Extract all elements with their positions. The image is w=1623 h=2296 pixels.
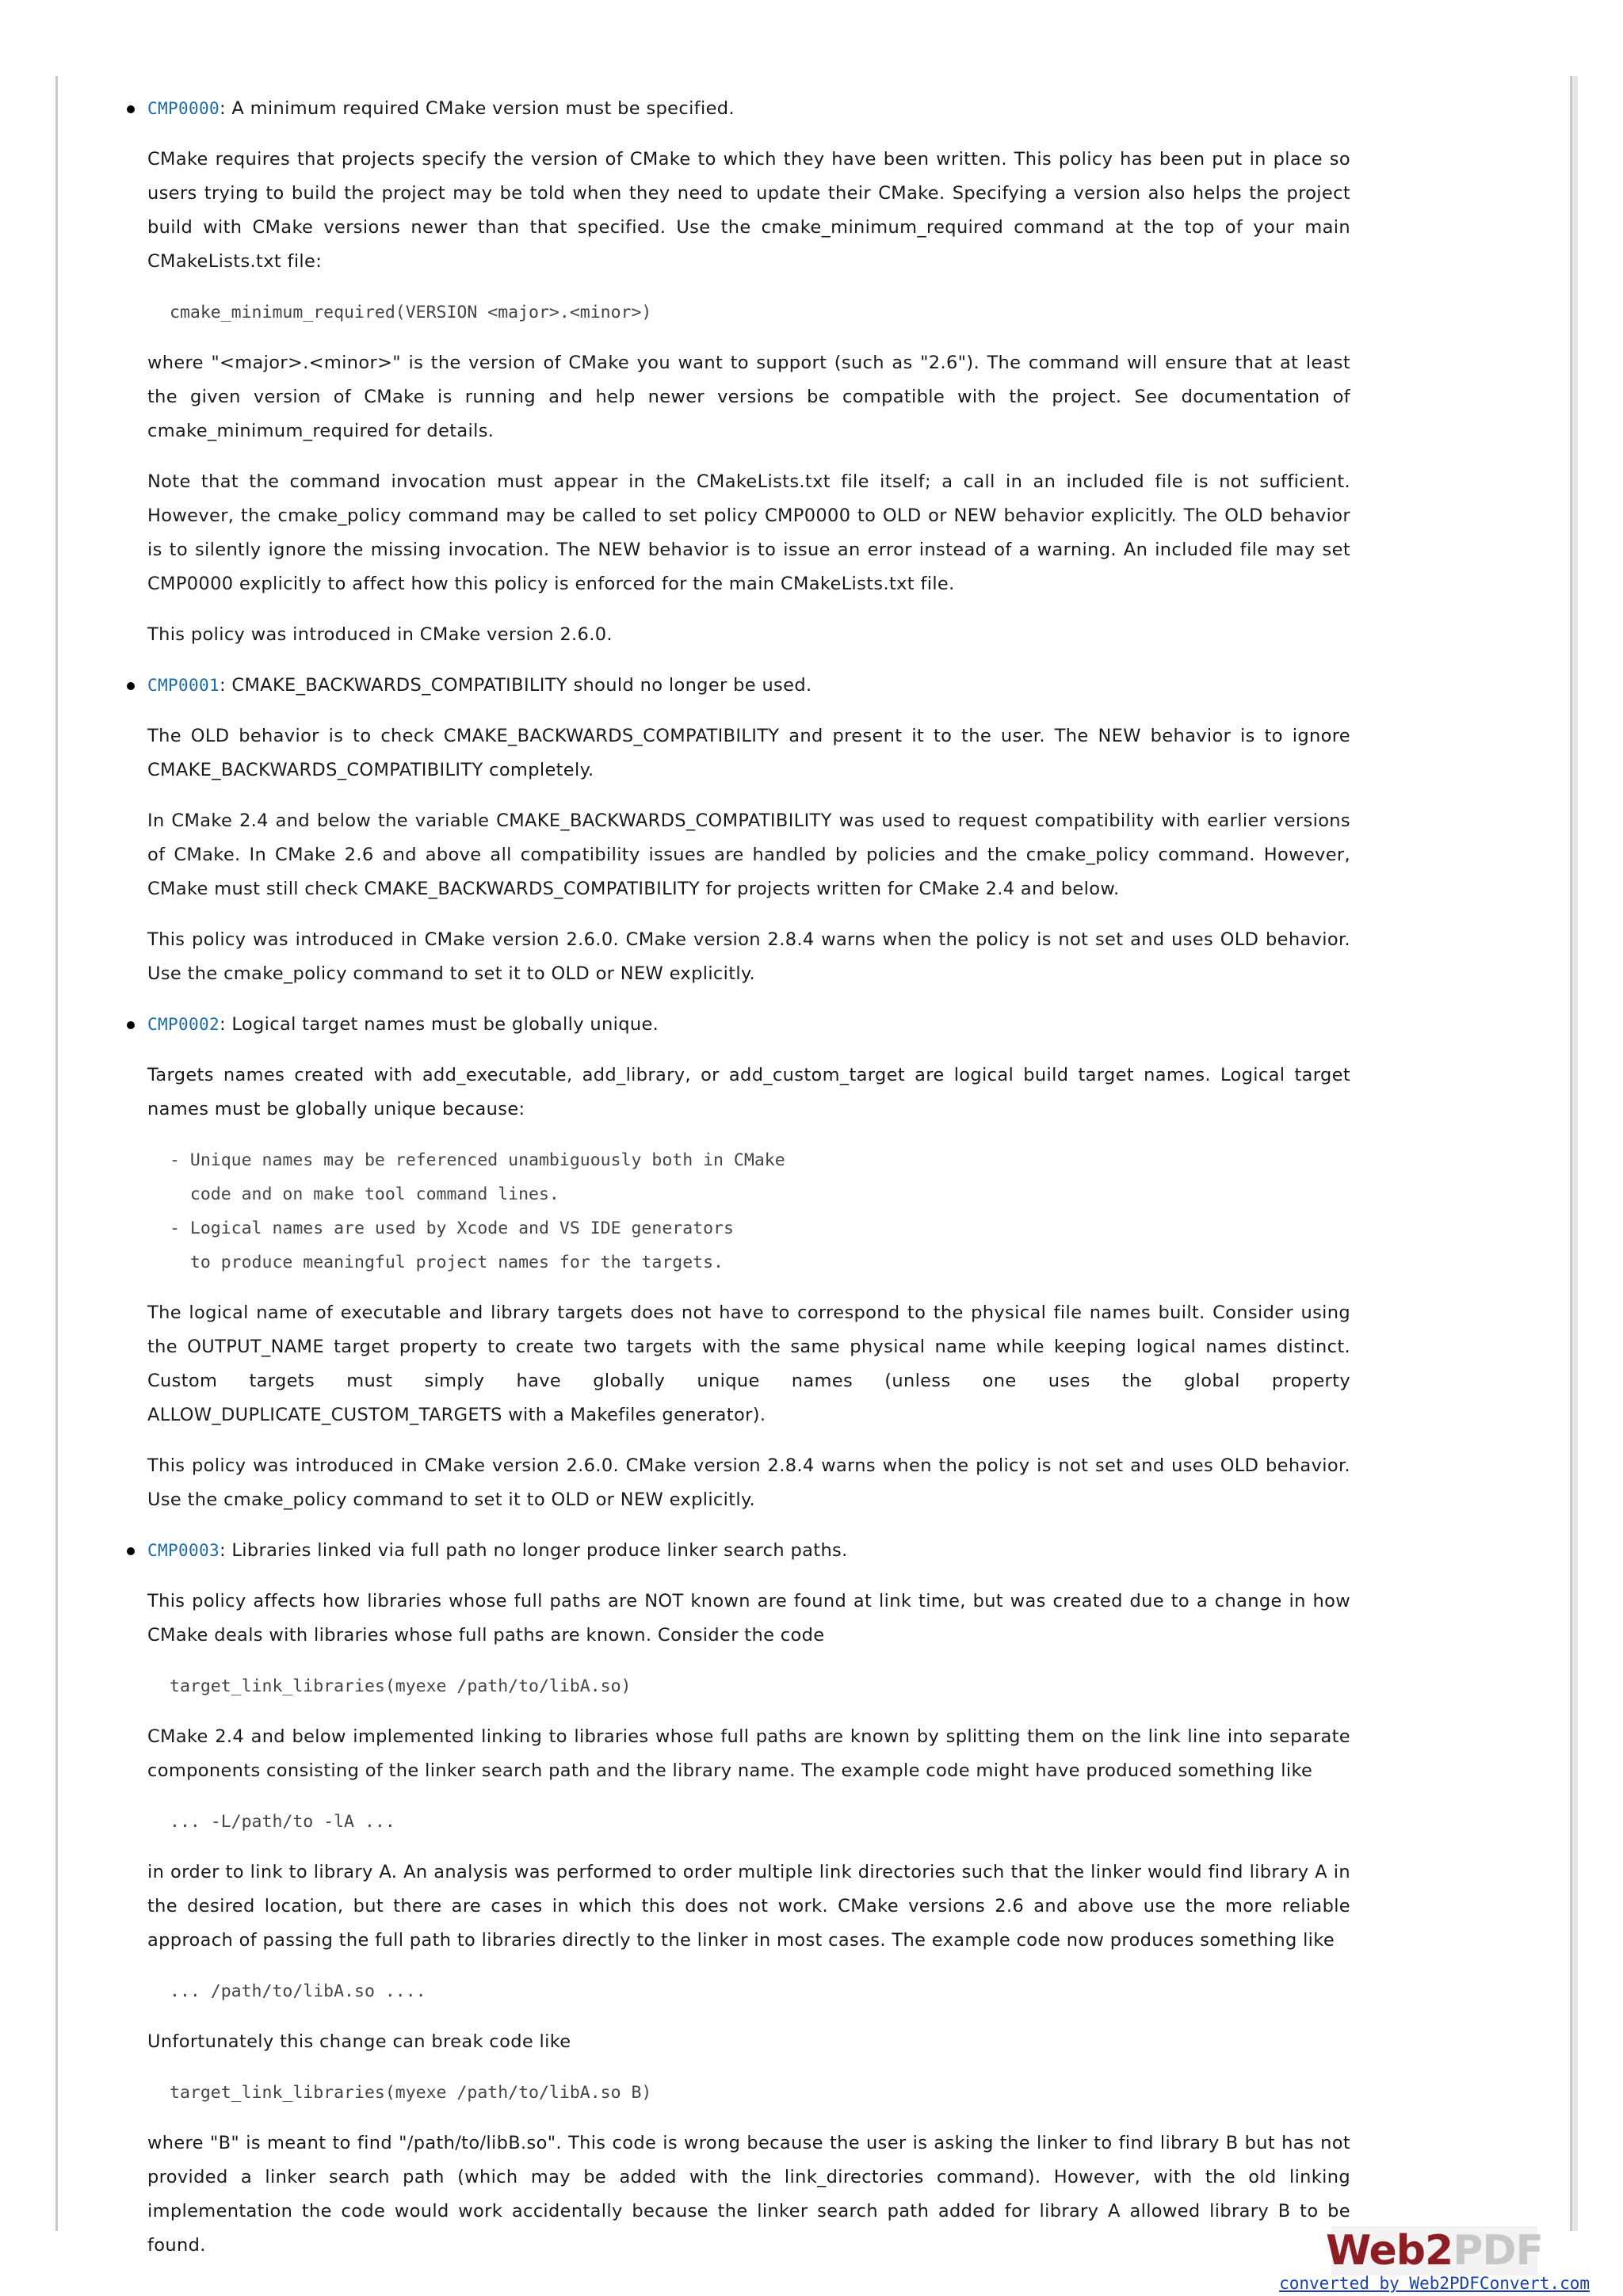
paragraph: This policy was introduced in CMake version 2.6.0. CMake version 2.8.4 warns when the policy is not set and uses OLD behavior. Use the cmake_policy command to set it to OLD or NEW explicitly. xyxy=(147,929,1350,984)
code-block: ... -L/path/to -lA ... xyxy=(170,1812,395,1832)
policy-summary: : Libraries linked via full path no longer produce linker search paths. xyxy=(219,1540,848,1561)
policy-summary: : CMAKE_BACKWARDS_COMPATIBILITY should no longer be used. xyxy=(219,675,812,696)
bullet-icon xyxy=(127,682,135,690)
policy-heading xyxy=(147,1008,1350,1042)
paragraph: This policy was introduced in CMake version 2.6.0. CMake version 2.8.4 warns when the policy is not set and uses OLD behavior. Use the cmake_policy command to set it to OLD or NEW explicitly. xyxy=(147,1455,1350,1510)
code-block: cmake_minimum_required(VERSION <major>.<minor>) xyxy=(170,303,652,322)
code-block: target_link_libraries(myexe /path/to/libA.so B) xyxy=(170,2083,652,2103)
paragraph: CMake requires that projects specify the version of CMake to which they have been written. This policy has been put in place so users trying to build the project may be told when they need to update their CMake. Specifying a version also helps the project build with CMake versions newer than that specified. Use the cmake_minimum_required command at the top of your main CMakeLists.txt file: xyxy=(147,149,1350,272)
document-content xyxy=(119,92,1350,2279)
code-block: ... /path/to/libA.so .... xyxy=(170,1981,426,2001)
bullet-icon xyxy=(127,105,135,113)
policy-id-link[interactable]: CMP0003 xyxy=(147,1541,220,1560)
policy-id-link[interactable]: CMP0000 xyxy=(147,99,220,118)
paragraph: This policy affects how libraries whose full paths are NOT known are found at link time, but was created due to a change in how CMake deals with libraries whose full paths are known. Consider the code xyxy=(147,1591,1350,1646)
paragraph: The OLD behavior is to check CMAKE_BACKWARDS_COMPATIBILITY and present it to the user. The NEW behavior is to ignore CMAKE_BACKWARDS_COMPATIBILITY completely. xyxy=(147,726,1350,780)
bullet-icon xyxy=(127,1021,135,1029)
paragraph: Targets names created with add_executable, add_library, or add_custom_target are logical build target names. Logical target names must be globally unique because: xyxy=(147,1065,1350,1119)
converter-link[interactable]: converted by Web2PDFConvert.com xyxy=(1279,2274,1590,2293)
policy-heading xyxy=(147,92,1350,126)
policy-summary: : A minimum required CMake version must be specified. xyxy=(219,98,735,119)
policy-heading xyxy=(147,1534,1350,1568)
logo-text-web2: Web2 xyxy=(1326,2227,1453,2275)
policy-id-link[interactable]: CMP0002 xyxy=(147,1015,220,1034)
policy-id-link[interactable]: CMP0001 xyxy=(147,676,220,695)
policy-summary: : Logical target names must be globally unique. xyxy=(219,1014,659,1035)
paragraph: where "<major>.<minor>" is the version of CMake you want to support (such as "2.6"). The command will ensure that at least the given version of CMake is running and help newer versions be compatible with the project. See documentation of cmake_minimum_required for details. xyxy=(147,353,1350,441)
paragraph: where "B" is meant to find "/path/to/libB.so". This code is wrong because the user is asking the linker to find library B but has not provided a linker search path (which may be added with the link_directories command). However, with the old linking implementation the code would work accidentally because the linker search path added for library A allowed library B to be found. xyxy=(147,2133,1350,2256)
paragraph: This policy was introduced in CMake version 2.6.0. xyxy=(147,624,613,645)
policy-section xyxy=(119,1534,1350,2263)
paragraph: Note that the command invocation must appear in the CMakeLists.txt file itself; a call in an included file is not sufficient. However, the cmake_policy command may be called to set policy CMP0000 to OLD or NEW behavior explicitly. The OLD behavior is to silently ignore the missing invocation. The NEW behavior is to issue an error instead of a warning. An included file may set CMP0000 explicitly to affect how this policy is enforced for the main CMakeLists.txt file. xyxy=(147,471,1350,594)
policy-heading xyxy=(147,669,1350,703)
policy-section xyxy=(119,1008,1350,1517)
paragraph: Unfortunately this change can break code like xyxy=(147,2031,571,2052)
paragraph: In CMake 2.4 and below the variable CMAKE_BACKWARDS_COMPATIBILITY was used to request compatibility with earlier versions of CMake. In CMake 2.6 and above all compatibility issues are handled by policies and the cmake_policy command. However, CMake must still check CMAKE_BACKWARDS_COMPATIBILITY for projects written for CMake 2.4 and below. xyxy=(147,810,1350,899)
logo-text-pdf: PDF xyxy=(1453,2227,1543,2275)
code-block: - Unique names may be referenced unambiguously both in CMake code and on make tool command lines. - Logical names are used by Xcode and VS IDE generators to produce meaningful project names for the targets. xyxy=(170,1150,785,1272)
paragraph: in order to link to library A. An analysis was performed to order multiple link directories such that the linker would find library A in the desired location, but there are cases in which this does not work. CMake versions 2.6 and above use the more reliable approach of passing the full path to libraries directly to the linker in most cases. The example code now produces something like xyxy=(147,1862,1350,1951)
paragraph: CMake 2.4 and below implemented linking to libraries whose full paths are known by splitting them on the link line into separate components consisting of the linker search path and the library name. The example code might have produced something like xyxy=(147,1726,1350,1781)
policy-section xyxy=(119,92,1350,652)
paragraph: The logical name of executable and library targets does not have to correspond to the physical file names built. Consider using the OUTPUT_NAME target property to create two targets with the same physical name while keeping logical names distinct. Custom targets must simply have globally unique names (unless one uses the global property ALLOW_DUPLICATE_CUSTOM_TARGETS with a Makefiles generator). xyxy=(147,1302,1350,1425)
bullet-icon xyxy=(127,1547,135,1555)
policy-section xyxy=(119,669,1350,991)
code-block: target_link_libraries(myexe /path/to/libA.so) xyxy=(170,1676,632,1696)
web2pdf-logo xyxy=(1326,2226,1543,2275)
